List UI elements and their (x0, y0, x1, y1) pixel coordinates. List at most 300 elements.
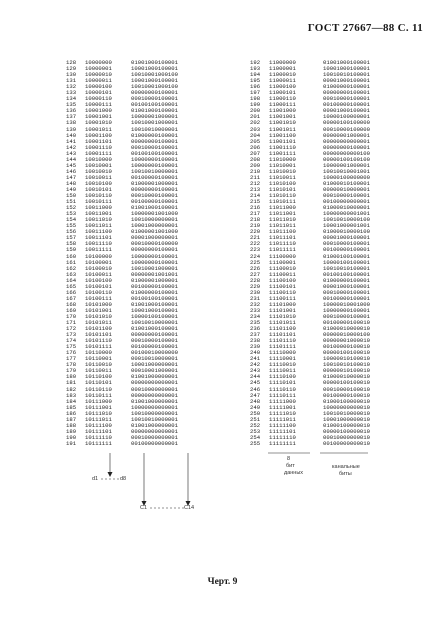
row-index: 159 (66, 246, 77, 254)
channel-bits-value: 00000100000010 (323, 427, 370, 435)
row-index: 157 (66, 234, 77, 242)
label-bits-data: данных (284, 470, 304, 476)
data-bits-value: 10000100 (85, 83, 112, 91)
channel-bits-value: 00000001001001 (131, 270, 178, 278)
row-index: 152 (66, 204, 77, 212)
channel-bits-value: 00000010000001 (323, 185, 370, 193)
channel-bits-value: 10000100000000 (323, 173, 370, 181)
row-index: 161 (66, 258, 77, 266)
row-index: 151 (66, 198, 77, 206)
row-index: 149 (66, 185, 77, 193)
page-header: ГОСТ 27667—88 С. 11 (307, 22, 423, 34)
channel-bits-value: 00010000100001 (131, 143, 178, 151)
row-index: 144 (66, 155, 77, 163)
channel-bits-value: 01001000000001 (131, 421, 178, 429)
row-index: 198 (250, 95, 261, 103)
channel-bits-value: 10000100000001 (323, 113, 370, 121)
row-index: 210 (250, 167, 261, 175)
data-bits-value: 11011111 (269, 246, 296, 254)
row-index: 254 (250, 433, 261, 441)
data-bits-value: 10111100 (85, 421, 112, 429)
data-bits-value: 11110010 (269, 361, 296, 369)
data-bits-value: 11100000 (269, 252, 296, 260)
channel-bits-value: 00100100100001 (131, 294, 178, 302)
channel-bits-value: 10000000100001 (131, 155, 178, 163)
row-index: 221 (250, 234, 261, 242)
row-index: 244 (250, 373, 261, 381)
channel-bits-value: 00010000100001 (131, 95, 178, 103)
row-index: 213 (250, 185, 261, 193)
channel-bits-value: 10001000001001 (323, 222, 370, 230)
row-index: 239 (250, 343, 261, 351)
row-index: 130 (66, 71, 77, 79)
row-index: 215 (250, 198, 261, 206)
row-index: 153 (66, 210, 77, 218)
data-bits-value: 10001111 (85, 149, 112, 157)
data-bits-value: 10111010 (85, 409, 112, 417)
data-bits-value: 11011110 (269, 240, 296, 248)
channel-bits-value: 00000000100001 (131, 89, 178, 97)
channel-bits-value: 00001000100001 (323, 282, 370, 290)
channel-bits-value: 01000010000100 (323, 228, 370, 236)
channel-bits-value: 00000000000100 (323, 149, 370, 157)
channel-bits-value: 10000010100010 (323, 355, 370, 363)
row-index: 218 (250, 216, 261, 224)
channel-bits-value: 00010000100001 (323, 240, 370, 248)
row-index: 246 (250, 385, 261, 393)
channel-bits-value: 10010001000100 (131, 83, 178, 91)
data-bits-value: 11011010 (269, 216, 296, 224)
row-index: 249 (250, 403, 261, 411)
row-index: 237 (250, 331, 261, 339)
channel-bits-value: 00010001000001 (131, 367, 178, 375)
data-bits-value: 11000010 (269, 71, 296, 79)
channel-bits-value: 01000010000010 (323, 325, 370, 333)
channel-bits-value: 10010010000001 (131, 319, 178, 327)
data-bits-value: 10111000 (85, 397, 112, 405)
data-bits-value: 11110001 (269, 355, 296, 363)
data-bits-value: 11111100 (269, 421, 296, 429)
data-bits-value: 11001100 (269, 131, 296, 139)
data-bits-value: 11111000 (269, 397, 296, 405)
channel-bits-value: 10010010000001 (131, 167, 178, 175)
data-bits-value: 10000110 (85, 95, 112, 103)
data-bits-value: 11000001 (269, 65, 296, 73)
row-index: 141 (66, 137, 77, 145)
channel-bits-value: 00100100100001 (131, 149, 178, 157)
row-index: 216 (250, 204, 261, 212)
row-index: 205 (250, 137, 261, 145)
row-index: 162 (66, 264, 77, 272)
row-index: 173 (66, 331, 77, 339)
data-bits-value: 11111101 (269, 427, 296, 435)
row-index: 194 (250, 71, 261, 79)
data-bits-value: 11100001 (269, 258, 296, 266)
channel-bits-value: 00010000100000 (323, 125, 370, 133)
data-bits-value: 10100000 (85, 252, 112, 260)
data-bits-value: 10001101 (85, 137, 112, 145)
channel-bits-value: 01001000100001 (131, 107, 178, 115)
row-index: 177 (66, 355, 77, 363)
row-index: 219 (250, 222, 261, 230)
row-index: 181 (66, 379, 77, 387)
channel-bits-value: 01000100000010 (323, 397, 370, 405)
data-bits-value: 11001110 (269, 143, 296, 151)
data-bits-value: 11010110 (269, 192, 296, 200)
row-index: 211 (250, 173, 261, 181)
row-index: 200 (250, 107, 261, 115)
channel-bits-value: 00000100100010 (323, 379, 370, 387)
row-index: 245 (250, 379, 261, 387)
channel-bits-value: 01000000100001 (131, 288, 178, 296)
channel-bits-value: 10010000000001 (131, 216, 178, 224)
row-index: 206 (250, 143, 261, 151)
channel-bits-value: 10000000001001 (323, 210, 370, 218)
channel-bits-value: 10000000000001 (131, 403, 178, 411)
data-bits-value: 11011100 (269, 228, 296, 236)
data-bits-value: 10110011 (85, 367, 112, 375)
data-bits-value: 11111111 (269, 439, 296, 447)
data-bits-value: 11001010 (269, 119, 296, 127)
row-index: 167 (66, 294, 77, 302)
data-bits-value: 11011101 (269, 234, 296, 242)
data-bits-value: 10101100 (85, 325, 112, 333)
row-index: 184 (66, 397, 77, 405)
data-bits-value: 10010100 (85, 179, 112, 187)
channel-bits-value: 00000000100001 (131, 246, 178, 254)
row-index: 133 (66, 89, 77, 97)
data-bits-value: 10101001 (85, 306, 112, 314)
row-index: 240 (250, 349, 261, 357)
row-index: 160 (66, 252, 77, 260)
row-index: 146 (66, 167, 77, 175)
row-index: 202 (250, 119, 261, 127)
label-c14: C14 (184, 505, 195, 511)
row-index: 223 (250, 246, 261, 254)
channel-bits-value: 10001000100001 (131, 65, 178, 73)
data-bits-value: 10010001 (85, 161, 112, 169)
row-index: 250 (250, 409, 261, 417)
data-bits-value: 10100101 (85, 282, 112, 290)
channel-bits-value: 00100000000001 (131, 439, 178, 447)
label-c1: C1 (140, 505, 148, 511)
row-index: 212 (250, 179, 261, 187)
data-bits-value: 11110101 (269, 379, 296, 387)
data-bits-value: 10101011 (85, 319, 112, 327)
data-bits-value: 10111001 (85, 403, 112, 411)
channel-bits-value: 10010010000100 (323, 216, 370, 224)
channel-bits-value: 10001000100001 (131, 77, 178, 85)
data-bits-value: 11101010 (269, 312, 296, 320)
channel-bits-value: 10001000000010 (323, 415, 370, 423)
data-bits-value: 11000101 (269, 89, 296, 97)
data-bits-value: 10011110 (85, 240, 112, 248)
channel-bits-value: 00001000100001 (323, 77, 370, 85)
data-bits-value: 10111110 (85, 433, 112, 441)
channel-bits-value: 01000010000010 (323, 373, 370, 381)
data-bits-value: 10101000 (85, 300, 112, 308)
label-d8: d8 (120, 476, 127, 482)
data-bits-value: 10110101 (85, 379, 112, 387)
channel-bits-value: 10010010100010 (323, 361, 370, 369)
row-index: 238 (250, 337, 261, 345)
data-bits-value: 10010101 (85, 185, 112, 193)
data-bits-value: 11110000 (269, 349, 296, 357)
channel-bits-value: 00010000100010 (323, 385, 370, 393)
row-index: 187 (66, 415, 77, 423)
row-index: 207 (250, 149, 261, 157)
row-index: 166 (66, 288, 77, 296)
data-bits-value: 10000101 (85, 89, 112, 97)
label-bits-word: бит (286, 463, 295, 469)
channel-bits-value: 00100000100001 (323, 294, 370, 302)
channel-bits-value: 01001000000001 (131, 397, 178, 405)
data-bits-value: 10000011 (85, 77, 112, 85)
channel-bits-value: 00100000100001 (131, 198, 178, 206)
row-index: 171 (66, 319, 77, 327)
channel-bits-value: 00010010000001 (131, 355, 178, 363)
row-index: 172 (66, 325, 77, 333)
data-bits-value: 11101011 (269, 319, 296, 327)
row-index: 150 (66, 192, 77, 200)
row-index: 188 (66, 421, 77, 429)
channel-bits-value: 00000010100010 (323, 367, 370, 375)
channel-bits-value: 00100000100010 (323, 319, 370, 327)
data-bits-value: 10101101 (85, 331, 112, 339)
data-bits-value: 11011001 (269, 210, 296, 218)
row-index: 233 (250, 306, 261, 314)
channel-bits-value: 10010001000001 (131, 264, 178, 272)
channel-bits-value: 00000000000001 (131, 391, 178, 399)
data-bits-value: 11100110 (269, 288, 296, 296)
row-index: 232 (250, 300, 261, 308)
channel-bits-value: 00000000100001 (131, 137, 178, 145)
channel-bits-value: 00000000000001 (131, 427, 178, 435)
channel-bits-value: 00010000100000 (131, 240, 178, 248)
data-bits-value: 11101101 (269, 331, 296, 339)
row-index: 136 (66, 107, 77, 115)
data-bits-value: 10110110 (85, 385, 112, 393)
row-index: 185 (66, 403, 77, 411)
data-bits-value: 10110010 (85, 361, 112, 369)
data-bits-value: 10000001 (85, 65, 112, 73)
channel-bits-value: 01001000100001 (323, 59, 370, 66)
data-bits-value: 11100111 (269, 294, 296, 302)
row-index: 217 (250, 210, 261, 218)
channel-bits-value: 00100000100001 (131, 173, 178, 181)
data-bits-value: 11111010 (269, 409, 296, 417)
row-index: 242 (250, 361, 261, 369)
channel-bits-value: 00000000100001 (131, 331, 178, 339)
row-index: 180 (66, 373, 77, 381)
data-bits-value: 11000000 (269, 59, 296, 66)
data-bits-value: 10011101 (85, 234, 112, 242)
channel-bits-value: 01000001000001 (131, 276, 178, 284)
row-index: 248 (250, 397, 261, 405)
data-bits-value: 10100011 (85, 270, 112, 278)
data-bits-value: 10100110 (85, 288, 112, 296)
row-index: 252 (250, 421, 261, 429)
row-index: 139 (66, 125, 77, 133)
row-index: 169 (66, 306, 77, 314)
channel-bits-value: 00100000100010 (323, 391, 370, 399)
data-bits-value: 11000011 (269, 77, 296, 85)
row-index: 163 (66, 270, 77, 278)
channel-bits-value: 00001000100001 (323, 107, 370, 115)
channel-bits-value: 10010010100001 (323, 264, 370, 272)
channel-bits-value: 00010000100001 (131, 192, 178, 200)
row-index: 204 (250, 131, 261, 139)
data-bits-value: 10011111 (85, 246, 112, 254)
row-index: 196 (250, 83, 261, 91)
channel-bits-value: 00000001000010 (323, 337, 370, 345)
channel-bits-value: 01000010000001 (323, 204, 370, 212)
row-index: 224 (250, 252, 261, 260)
row-index: 135 (66, 101, 77, 109)
channel-bits-value: 00100100100001 (131, 101, 178, 109)
channel-bits-value: 00100000100001 (131, 282, 178, 290)
channel-bits-value: 00000100100010 (323, 349, 370, 357)
label-channel: канальные (332, 464, 360, 470)
channel-bits-value: 00010000000010 (323, 433, 370, 441)
row-index: 220 (250, 228, 261, 236)
row-index: 128 (66, 59, 77, 66)
data-bits-value: 10100100 (85, 276, 112, 284)
channel-bits-value: 00010000100001 (323, 95, 370, 103)
channel-bits-value: 10000001000001 (131, 113, 178, 121)
channel-bits-value: 10010000000001 (131, 409, 178, 417)
data-bits-value: 11001011 (269, 125, 296, 133)
row-index: 226 (250, 264, 261, 272)
row-index: 197 (250, 89, 261, 97)
row-index: 255 (250, 439, 261, 447)
row-index: 208 (250, 155, 261, 163)
channel-bits-value: 10000100100001 (323, 258, 370, 266)
data-bits-value: 11010010 (269, 167, 296, 175)
channel-bits-value: 10010010001001 (323, 167, 370, 175)
row-index: 227 (250, 270, 261, 278)
data-bits-value: 10100010 (85, 264, 112, 272)
row-index: 193 (250, 65, 261, 73)
data-bits-value: 10011011 (85, 222, 112, 230)
data-bits-value: 11011011 (269, 222, 296, 230)
row-index: 164 (66, 276, 77, 284)
row-index: 158 (66, 240, 77, 248)
channel-bits-value: 00000010000100 (323, 331, 370, 339)
row-index: 228 (250, 276, 261, 284)
row-index: 134 (66, 95, 77, 103)
channel-bits-value: 01000001000001 (131, 179, 178, 187)
data-bits-value: 10010011 (85, 173, 112, 181)
row-index: 183 (66, 391, 77, 399)
data-bits-value: 11000100 (269, 83, 296, 91)
data-bits-value: 11110110 (269, 385, 296, 393)
data-bits-value: 11101110 (269, 337, 296, 345)
row-index: 154 (66, 216, 77, 224)
channel-bits-value: 00010000000001 (131, 385, 178, 393)
data-bits-value: 11100010 (269, 264, 296, 272)
data-bits-value: 11010001 (269, 161, 296, 169)
channel-bits-value: 00010000100001 (323, 192, 370, 200)
data-bits-value: 11101000 (269, 300, 296, 308)
data-bits-value: 11010111 (269, 198, 296, 206)
arrow-head-data-bits (108, 472, 113, 477)
row-index: 156 (66, 228, 77, 236)
channel-bits-value: 00000000100001 (323, 89, 370, 97)
channel-bits-value: 00100100100001 (323, 270, 370, 278)
data-bits-value: 10010110 (85, 192, 112, 200)
channel-bits-value: 10000001000001 (323, 161, 370, 169)
row-index: 189 (66, 427, 77, 435)
data-bits-value: 11111001 (269, 403, 296, 411)
channel-bits-value: 00100000000010 (323, 439, 370, 447)
row-index: 137 (66, 113, 77, 121)
row-index: 225 (250, 258, 261, 266)
data-bits-value: 10010010 (85, 167, 112, 175)
channel-bits-value: 01000100100001 (323, 252, 370, 260)
data-bits-value: 10111101 (85, 427, 112, 435)
row-index: 147 (66, 173, 77, 181)
data-bits-value: 11100100 (269, 276, 296, 284)
row-index: 132 (66, 83, 77, 91)
row-index: 179 (66, 367, 77, 375)
channel-bits-value: 01001000100001 (131, 325, 178, 333)
channel-bits-value: 01001000100001 (131, 300, 178, 308)
row-index: 199 (250, 101, 261, 109)
data-bits-value: 11111110 (269, 433, 296, 441)
row-index: 247 (250, 391, 261, 399)
row-index: 143 (66, 149, 77, 157)
channel-bits-value: 01001000000001 (131, 373, 178, 381)
data-bits-value: 10110001 (85, 355, 112, 363)
data-bits-value: 11001101 (269, 137, 296, 145)
channel-bits-value: 10000000000010 (323, 403, 370, 411)
channel-bits-value: 10010010100001 (323, 71, 370, 79)
channel-bits-value: 01000100000010 (323, 421, 370, 429)
channel-bits-value: 01000000100001 (323, 276, 370, 284)
row-index: 231 (250, 294, 261, 302)
data-bits-value: 10100001 (85, 258, 112, 266)
row-index: 129 (66, 65, 77, 73)
row-index: 186 (66, 409, 77, 417)
channel-bits-value: 10001000100001 (323, 65, 370, 73)
channel-bits-value: 10010001000001 (131, 119, 178, 127)
channel-bits-value: 10001000000001 (131, 361, 178, 369)
data-bits-value: 10110111 (85, 391, 112, 399)
channel-bits-value: 10000000100001 (131, 258, 178, 266)
channel-bits-value: 10010010000010 (323, 409, 370, 417)
row-index: 170 (66, 312, 77, 320)
data-bits-value: 11101100 (269, 325, 296, 333)
data-bits-value: 11100101 (269, 282, 296, 290)
channel-bits-value: 00001000000001 (131, 234, 178, 242)
row-index: 214 (250, 192, 261, 200)
data-bits-value: 10001000 (85, 107, 112, 115)
row-index: 174 (66, 337, 77, 345)
label-channel-bits: биты (339, 471, 352, 477)
channel-bits-value: 00010000100001 (131, 337, 178, 345)
channel-bits-value: 10010010000001 (131, 415, 178, 423)
row-index: 253 (250, 427, 261, 435)
data-bits-value: 11101001 (269, 306, 296, 314)
channel-bits-value: 01000000100001 (131, 131, 178, 139)
row-index: 148 (66, 179, 77, 187)
channel-bits-value: 00100010000000 (131, 349, 178, 357)
channel-bits-value: 10000000100001 (131, 252, 178, 260)
channel-bits-value: 01000000100001 (323, 83, 370, 91)
data-bits-value: 11000110 (269, 95, 296, 103)
channel-bits-value: 00100000100010 (323, 343, 370, 351)
